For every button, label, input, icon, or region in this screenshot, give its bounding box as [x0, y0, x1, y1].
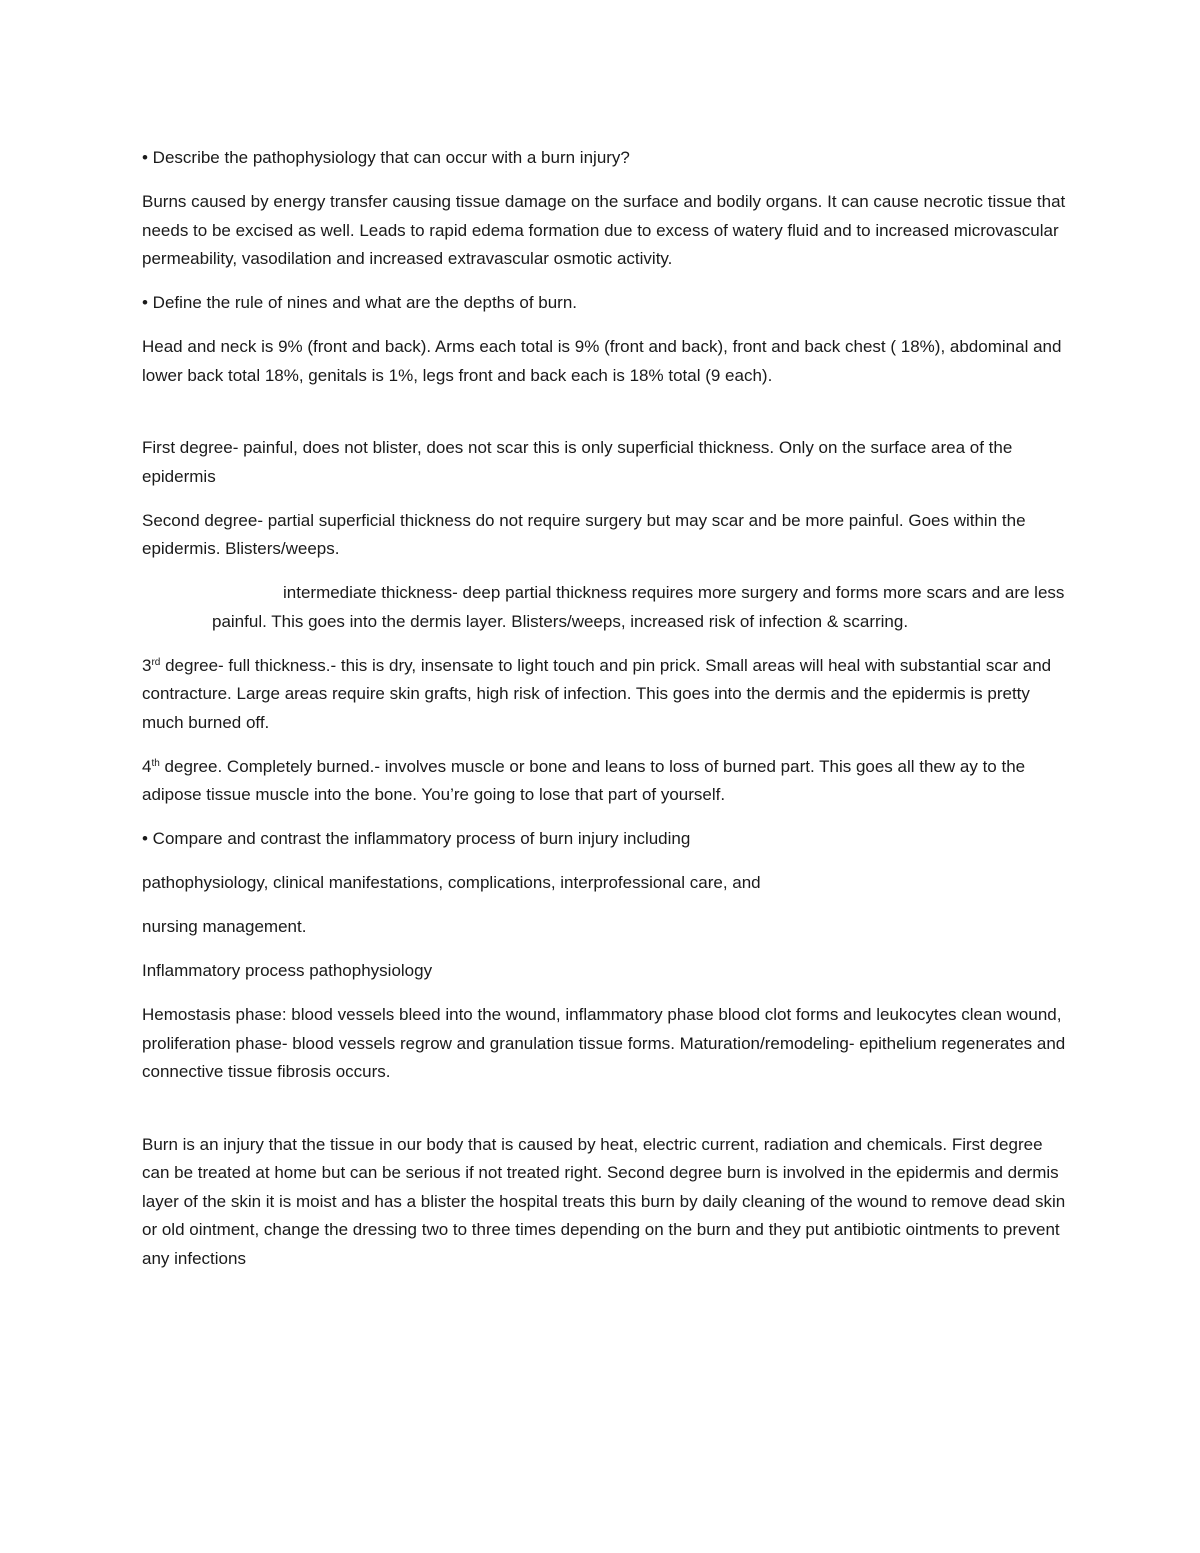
wound-healing-phases: Hemostasis phase: blood vessels bleed into the wound, inflammatory phase blood clot forms and leukocytes clean wound, proliferation phase- blood vessels regrow and granulation tissue forms. Maturation/remodeling- epithelium regenerates and connective tissue fibrosis occurs.	[142, 1005, 1066, 1081]
question-pathophysiology: • Describe the pathophysiology that can occur with a burn injury?	[142, 148, 630, 167]
fourth-degree-number: 4	[142, 756, 152, 776]
third-degree-description	[142, 652, 1067, 738]
document-body	[142, 144, 1067, 1289]
second-degree-description: Second degree- partial superficial thickness do not require surgery but may scar and be more painful. Goes within the epidermis. Blisters/weeps.	[142, 510, 1026, 558]
third-degree-text: degree- full thickness.- this is dry, insensate to light touch and pin prick. Small areas will heal with substantial scar and contracture. Large areas require skin grafts, high risk of infection. This goes into the dermis and the epidermis is pretty much burned off.	[142, 655, 1052, 732]
question-inflammatory-line-3: nursing management.	[142, 917, 307, 936]
question-rule-of-nines: • Define the rule of nines and what are the depths of burn.	[142, 293, 578, 312]
intermediate-thickness-description: intermediate thickness- deep partial thickness requires more surgery and forms more scars and are less painful. This goes into the dermis layer. Blisters/weeps, increased risk of infection & scarring.	[212, 583, 1065, 631]
answer-pathophysiology: Burns caused by energy transfer causing tissue damage on the surface and bodily organs. It can cause necrotic tissue that needs to be excised as well. Leads to rapid edema formation due to excess of watery fluid and to increased microvascular permeability, vasodilation and increased extravascular osmotic activity.	[142, 192, 1066, 268]
fourth-degree-ordinal: th	[151, 757, 160, 769]
first-degree-description: First degree- painful, does not blister, does not scar this is only superficial thickness. Only on the surface area of the epidermis	[142, 438, 1013, 486]
question-inflammatory-line-2: pathophysiology, clinical manifestations, complications, interprofessional care, and	[142, 873, 761, 892]
fourth-degree-description	[142, 753, 1067, 810]
fourth-degree-text: degree. Completely burned.- involves muscle or bone and leans to loss of burned part. This goes all thew ay to the adipose tissue muscle into the bone. You’re going to lose that part of yourself.	[142, 756, 1026, 804]
third-degree-number: 3	[142, 655, 152, 675]
burn-summary: Burn is an injury that the tissue in our body that is caused by heat, electric current, radiation and chemicals. First degree can be treated at home but can be serious if not treated right. Second degree burn is involved in the epidermis and dermis layer of the skin it is moist and has a blister the hospital treats this burn by daily cleaning of the wound to remove dead skin or old ointment, change the dressing two to three times depending on the burn and they put antibiotic ointments to prevent any infections	[142, 1134, 1066, 1268]
question-inflammatory-line-1: • Compare and contrast the inflammatory process of burn injury including	[142, 829, 691, 848]
answer-rule-of-nines: Head and neck is 9% (front and back). Arms each total is 9% (front and back), front and back chest ( 18%), abdominal and lower back total 18%, genitals is 1%, legs front and back each is 18% total (9 each).	[142, 337, 1062, 385]
inflammatory-heading: Inflammatory process pathophysiology	[142, 961, 433, 980]
third-degree-ordinal: rd	[151, 656, 161, 668]
